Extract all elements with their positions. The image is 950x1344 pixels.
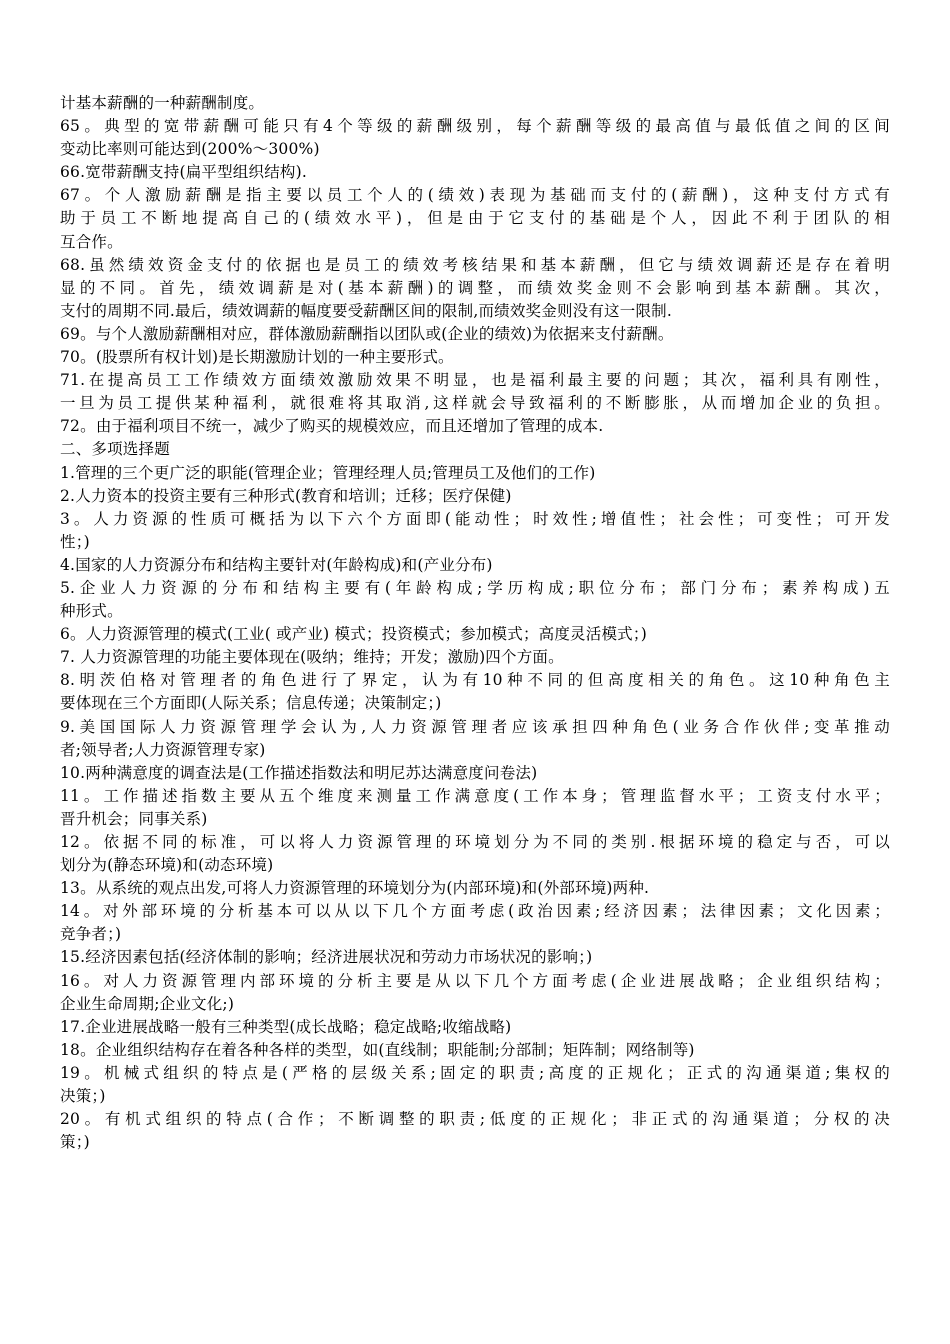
text-line: 8.明茨伯格对管理者的角色进行了界定，认为有10种不同的但高度相关的角色。这10种角色主: [60, 671, 890, 690]
text-line: 性；): [60, 532, 90, 551]
text-line: 计基本薪酬的一种薪酬制度。: [60, 94, 265, 112]
text-line: 19。机械式组织的特点是(严格的层级关系;固定的职责;高度的正规化；正式的沟通渠道;集权的: [60, 1063, 890, 1082]
text-line: 3。人力资源的性质可概括为以下六个方面即(能动性；时效性;增值性；社会性；可变性；可开发: [60, 509, 890, 528]
text-line: 6。人力资源管理的模式(工业( 或产业) 模式；投资模式；参加模式；高度灵活模式；): [60, 625, 648, 644]
text-line: 68.虽然绩效资金支付的依据也是员工的绩效考核结果和基本薪酬，但它与绩效调薪还是存在着明: [60, 255, 890, 274]
text-line: 者;领导者;人力资源管理专家): [60, 740, 266, 759]
text-line: 10.两种满意度的调查法是(工作描述指数法和明尼苏达满意度问卷法): [60, 763, 538, 782]
text-line: 要体现在三个方面即(人际关系；信息传递；决策制定；): [60, 694, 442, 713]
text-line: 企业生命周期;企业文化;): [60, 994, 235, 1013]
text-line: 18。企业组织结构存在着各种各样的类型，如(直线制；职能制;分部制；矩阵制；网络制等): [60, 1040, 695, 1059]
text-line: 67。个人激励薪酬是指主要以员工个人的(绩效)表现为基础而支付的(薪酬)，这种支付方式有: [60, 186, 890, 205]
text-line: 7. 人力资源管理的功能主要体现在(吸纳；维持；开发；激励)四个方面。: [60, 648, 564, 667]
text-line: 14。对外部环境的分析基本可以从以下几个方面考虑(政治因素;经济因素；法律因素；文化因素；: [60, 902, 890, 921]
text-line: 互合作。: [60, 232, 123, 251]
text-line: 种形式。: [60, 602, 123, 621]
text-line: 一旦为员工提供某种福利，就很难将其取消,这样就会导致福利的不断膨胀，从而增加企业的负担。: [60, 394, 890, 413]
text-line: 1.管理的三个更广泛的职能(管理企业；管理经理人员;管理员工及他们的工作): [60, 463, 596, 482]
document-page: [60, 92, 890, 1154]
text-line: 12。依据不同的标准，可以将人力资源管理的环境划分为不同的类别.根据环境的稳定与否，可以: [60, 833, 890, 851]
text-line: 划分为(静态环境)和(动态环境): [60, 856, 274, 875]
text-line: 13。从系统的观点出发,可将人力资源管理的环境划分为(内部环境)和(外部环境)两种.: [60, 879, 650, 898]
text-line: 支付的周期不同.最后，绩效调薪的幅度要受薪酬区间的限制,而绩效奖金则没有这一限制.: [60, 301, 672, 320]
text-line: 决策；): [60, 1087, 106, 1106]
text-line: 15.经济因素包括(经济体制的影响；经济进展状况和劳动力市场状况的影响；): [60, 948, 593, 967]
text-line: 16。对人力资源管理内部环境的分析主要是从以下几个方面考虑(企业进展战略；企业组织结构；: [60, 971, 890, 990]
text-line: 66.宽带薪酬支持(扁平型组织结构).: [60, 163, 307, 182]
text-line: 晋升机会；同事关系): [60, 809, 208, 828]
text-line: 4.国家的人力资源分布和结构主要针对(年龄构成)和(产业分布): [60, 555, 493, 574]
text-line: 20。有机式组织的特点(合作；不断调整的职责;低度的正规化；非正式的沟通渠道；分权的决: [60, 1110, 890, 1129]
text-line: 17.企业进展战略一般有三种类型(成长战略；稳定战略;收缩战略): [60, 1017, 512, 1036]
text-line: 2.人力资本的投资主要有三种形式(教育和培训；迁移；医疗保健): [60, 486, 512, 505]
text-line: 65。典型的宽带薪酬可能只有4个等级的薪酬级别，每个薪酬等级的最高值与最低值之间的区间: [60, 117, 890, 136]
text-line: 助于员工不断地提高自己的(绩效水平)，但是由于它支付的基础是个人，因此不利于团队的相: [60, 209, 890, 228]
text-line: 5.企业人力资源的分布和结构主要有(年龄构成;学历构成;职位分布；部门分布；素养构成)五: [60, 578, 890, 597]
text-line: 策；): [60, 1133, 90, 1152]
text-line: 显的不同。首先，绩效调薪是对(基本薪酬)的调整，而绩效奖金则不会影响到基本薪酬。其次，: [60, 278, 890, 297]
text-line: 11。工作描述指数主要从五个维度来测量工作满意度(工作本身；管理监督水平；工资支付水平；: [60, 786, 890, 805]
text-line: 竞争者；): [60, 925, 122, 944]
text-line: 71.在提高员工工作绩效方面绩效激励效果不明显，也是福利最主要的问题；其次，福利具有刚性，: [60, 371, 890, 390]
text-line: 69。与个人激励薪酬相对应，群体激励薪酬指以团队或(企业的绩效)为依据来支付薪酬。: [60, 324, 674, 343]
text-line: 70。(股票所有权计划)是长期激励计划的一种主要形式。: [60, 348, 454, 367]
text-line: 二、多项选择题: [60, 440, 170, 459]
text-line: 变动比率则可能达到(200%～300%): [60, 140, 320, 159]
text-line: 72。由于福利项目不统一，减少了购买的规模效应，而且还增加了管理的成本.: [60, 417, 604, 436]
text-line: 9.美国国际人力资源管理学会认为,人力资源管理者应该承担四种角色(业务合作伙伴;变革推动: [60, 717, 890, 736]
